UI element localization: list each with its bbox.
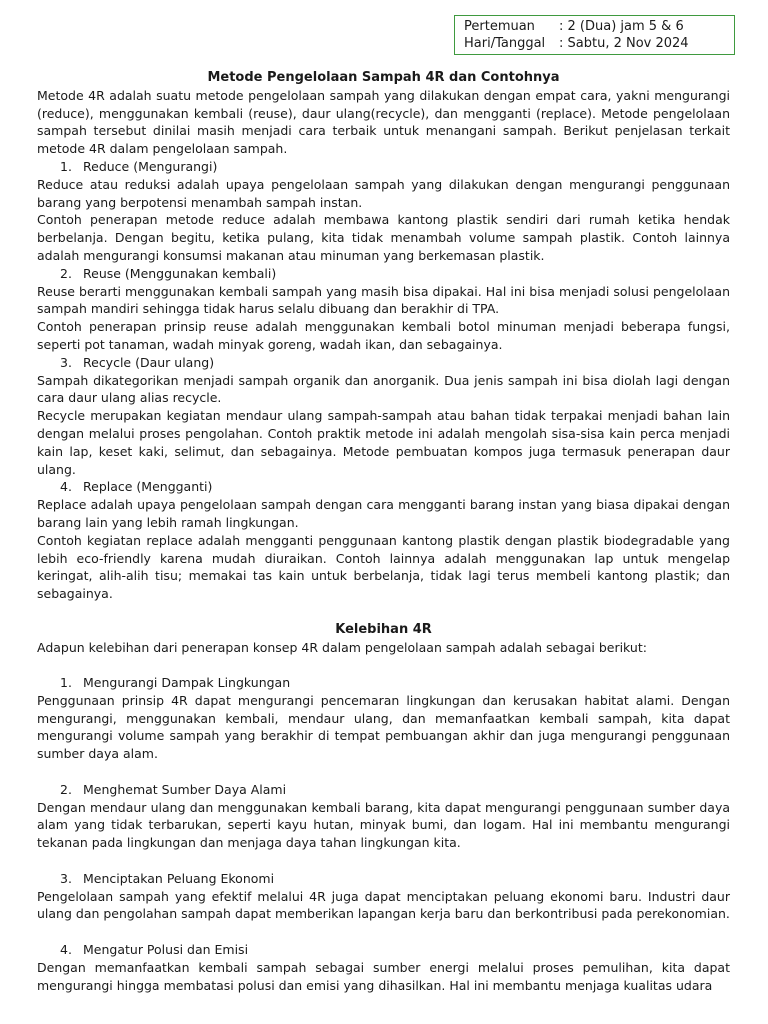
- spacer: [37, 763, 730, 781]
- advantage-text-3: Pengelolaan sampah yang efektif melalui 4R juga dapat menciptakan peluang ekonomi baru. Industri daur ulang dan pengolahan sampah dapat memberikan lapangan kerja baru dan berkontribusi pada perekonomian.: [37, 888, 730, 922]
- method-heading-recycle: [37, 354, 730, 372]
- advantages-intro: Adapun kelebihan dari penerapan konsep 4R dalam pengelolaan sampah adalah sebagai berikut:: [37, 639, 647, 655]
- document-body: [37, 69, 730, 994]
- list-number: 2.: [60, 781, 72, 797]
- method-heading-reduce: [37, 158, 730, 176]
- list-number: 4.: [60, 942, 72, 958]
- recycle-paragraph-1: Sampah dikategorikan menjadi sampah organik dan anorganik. Dua jenis sampah ini bisa diolah lagi dengan cara daur ulang alias recycle.: [37, 372, 730, 406]
- list-number: 4.: [60, 479, 72, 495]
- advantages-title: Kelebihan 4R: [335, 621, 432, 637]
- list-heading: Replace (Mengganti): [83, 479, 213, 495]
- list-number: 3.: [60, 870, 72, 886]
- list-number: 3.: [60, 354, 72, 370]
- list-heading: Mengatur Polusi dan Emisi: [83, 942, 249, 958]
- list-heading: Menciptakan Peluang Ekonomi: [83, 870, 275, 886]
- advantage-text-1: Penggunaan prinsip 4R dapat mengurangi pencemaran lingkungan dan kerusakan habitat alami. Dengan mengurangi, menggunakan kembali, mendaur ulang, dan memanfaatkan kembali sampah, kita dapat mengurangi volume sampah yang berakhir di tempat pembuangan akhir dan juga mengurangi penggunaan sumber daya alam.: [37, 692, 730, 762]
- spacer: [37, 603, 730, 621]
- list-heading: Reduce (Mengurangi): [83, 158, 218, 174]
- recycle-paragraph-2: Recycle merupakan kegiatan mendaur ulang sampah-sampah atau bahan tidak terpakai menjadi bahan lain dengan melalui proses pengolahan. Contoh praktik metode ini adalah mengolah sisa-sisa kain perca menjadi kain lap, keset kaki, selimut, dan sebagainya. Metode pembuatan kompos juga termasuk penerapan daur ulang.: [37, 408, 730, 477]
- replace-paragraph-1: Replace adalah upaya pengelolaan sampah dengan cara mengganti barang instan yang biasa dipakai dengan barang lain yang lebih ramah lingkungan.: [37, 497, 730, 530]
- meeting-row: [464, 18, 734, 35]
- reuse-paragraph-2: Contoh penerapan prinsip reuse adalah menggunakan kembali botol minuman menjadi beberapa fungsi, seperti pot tanaman, wadah minyak goreng, wadah ikan, dan sebagainya.: [37, 319, 730, 352]
- date-row: [464, 35, 734, 52]
- intro-paragraph: Metode 4R adalah suatu metode pengelolaan sampah yang dilakukan dengan empat cara, yakni mengurangi (reduce), menggunakan kembali (reuse), daur ulang(recycle), dan mengganti (replace). Metode pengelolaan sampah tersebut dinilai masih menjadi cara terbaik untuk menangani sampah. Berikut penjelasan terkait metode 4R dalam pengelolaan sampah.: [37, 87, 730, 157]
- advantage-heading-3: [37, 870, 730, 888]
- advantage-heading-1: [37, 674, 730, 692]
- advantage-heading-2: [37, 781, 730, 799]
- meeting-value: : 2 (Dua) jam 5 & 6: [559, 19, 684, 34]
- list-number: 1.: [60, 675, 72, 691]
- advantage-heading-4: [37, 941, 730, 959]
- reduce-paragraph-2: Contoh penerapan metode reduce adalah membawa kantong plastik sendiri dari rumah ketika hendak berbelanja. Dengan begitu, ketika pulang, kita tidak menambah volume sampah plastik. Contoh lainnya adalah mengurangi konsumsi makanan atau minuman yang berkemasan plastik.: [37, 212, 730, 263]
- list-number: 2.: [60, 265, 72, 281]
- spacer: [37, 923, 730, 941]
- advantage-text-2: Dengan mendaur ulang dan menggunakan kembali barang, kita dapat mengurangi penggunaan sumber daya alam yang tidak terbarukan, seperti kayu hutan, minyak bumi, dan logam. Hal ini membantu mengurangi tekanan pada lingkungan dan menjaga daya tahan lingkungan kita.: [37, 799, 730, 851]
- method-heading-replace: [37, 478, 730, 496]
- spacer: [37, 656, 730, 674]
- list-heading: Reuse (Menggunakan kembali): [83, 265, 277, 281]
- replace-paragraph-2: Contoh kegiatan replace adalah mengganti penggunaan kantong plastik dengan plastik biodegradable yang lebih eco-friendly karena mudah diuraikan. Contoh lainnya adalah menggunakan lap untuk mengelap keringat, alih-alih tisu; memakai tas kain untuk berbelanja, tidak lagi terus membeli kantong plastik; dan sebagainya.: [37, 532, 730, 602]
- advantage-text-4: Dengan memanfaatkan kembali sampah sebagai sumber energi melalui proses pemulihan, kita dapat mengurangi hingga membatasi polusi dan emisi yang dihasilkan. Hal ini membantu menjaga kualitas udara: [37, 959, 730, 993]
- date-label: Hari/Tanggal: [464, 36, 546, 51]
- list-heading: Mengurangi Dampak Lingkungan: [83, 675, 291, 691]
- list-heading: Menghemat Sumber Daya Alami: [83, 781, 287, 797]
- document-title: Metode Pengelolaan Sampah 4R dan Contohnya: [207, 70, 560, 85]
- method-heading-reuse: [37, 265, 730, 283]
- meeting-label: Pertemuan: [464, 19, 535, 34]
- spacer: [37, 852, 730, 870]
- meeting-info-box: [454, 15, 735, 55]
- date-value: : Sabtu, 2 Nov 2024: [559, 36, 689, 51]
- reduce-paragraph-1: Reduce atau reduksi adalah upaya pengelolaan sampah yang dilakukan dengan mengurangi penggunaan barang yang berpotensi menambah sampah instan.: [37, 176, 730, 210]
- list-number: 1.: [60, 158, 72, 174]
- list-heading: Recycle (Daur ulang): [83, 354, 215, 370]
- reuse-paragraph-1: Reuse berarti menggunakan kembali sampah yang masih bisa dipakai. Hal ini bisa menjadi solusi pengelolaan sampah mandiri sehingga tidak harus selalu dibuang dan berakhir di TPA.: [37, 283, 730, 317]
